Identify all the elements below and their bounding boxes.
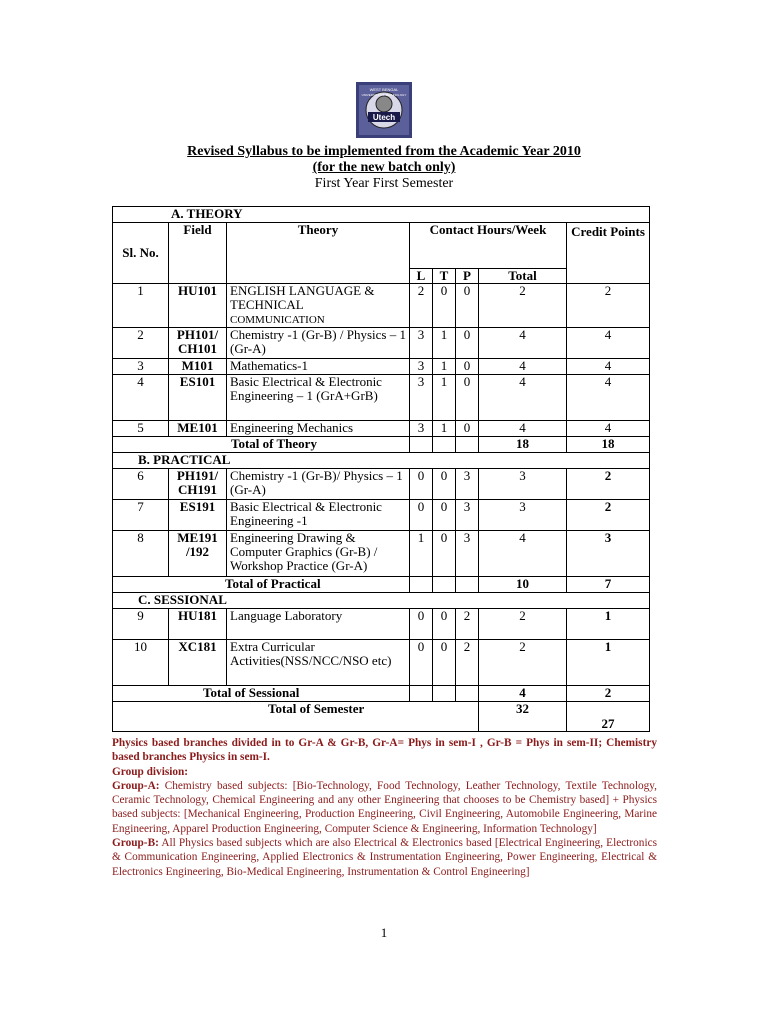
table-row (113, 500, 650, 531)
table-row (113, 375, 650, 421)
sl-cell: 4 (113, 375, 169, 421)
code-cell: HU181 (169, 609, 227, 640)
code-cell: PH191/ CH191 (169, 469, 227, 500)
l-cell: 1 (410, 531, 433, 577)
sl-cell: 5 (113, 421, 169, 437)
theory-total-label: Total of Theory (113, 437, 410, 453)
p-cell: 0 (456, 284, 479, 328)
t-cell: 1 (433, 421, 456, 437)
theory-total-hours: 18 (479, 437, 567, 453)
code-cell: HU101 (169, 284, 227, 328)
notes-section (112, 736, 657, 879)
l-cell: 2 (410, 284, 433, 328)
sessional-heading: C. SESSIONAL (113, 593, 650, 609)
subject-cell (227, 284, 410, 328)
theory-heading: A. THEORY (113, 207, 650, 223)
sl-cell: 8 (113, 531, 169, 577)
l-cell: 3 (410, 421, 433, 437)
credit-cell: 1 (567, 640, 650, 686)
col-t-header: T (433, 269, 456, 284)
subject-cell: Engineering Drawing & Computer Graphics (Gr-B) / Workshop Practice (Gr-A) (227, 531, 410, 577)
document-subtitle: (for the new batch only) (312, 160, 456, 175)
document-title: Revised Syllabus to be implemented from the Academic Year 2010 (187, 144, 581, 159)
subject-cell: Language Laboratory (227, 609, 410, 640)
col-theory-header: Theory (227, 223, 410, 284)
code-cell: M101 (169, 359, 227, 375)
l-cell: 0 (410, 469, 433, 500)
total-cell: 4 (479, 375, 567, 421)
table-row (113, 359, 650, 375)
subject-name: ENGLISH LANGUAGE & TECHNICAL (230, 283, 375, 312)
subject-cell: Basic Electrical & Electronic Engineering – 1 (GrA+GrB) (227, 375, 410, 421)
semester-total-hours: 32 (479, 702, 567, 732)
credit-cell: 4 (567, 421, 650, 437)
code-cell: ES191 (169, 500, 227, 531)
university-logo (356, 82, 412, 138)
sl-cell: 10 (113, 640, 169, 686)
group-a-text: Chemistry based subjects: [Bio-Technology, Food Technology, Leather Technology, Textile Technology, Ceramic Technology, Chemical Engineering and any other Engineering that chooses to be Chemistry based] + Physics based subjects: [Mechanical Engineering, Production Engineering, Civil Engineering, Automobile Engineering, Marine Engineering, Apparel Production Engineering, Computer Science & Engineering, Information Technology] (112, 779, 657, 835)
code-cell: ES101 (169, 375, 227, 421)
col-field-header: Field (169, 223, 227, 284)
t-cell: 0 (433, 640, 456, 686)
sl-cell: 3 (113, 359, 169, 375)
credit-cell: 4 (567, 359, 650, 375)
logo-line1: WEST BENGAL (369, 87, 399, 92)
table-row (113, 328, 650, 359)
group-a-note (112, 779, 657, 836)
p-cell: 2 (456, 609, 479, 640)
group-b-label: Group-B: (112, 837, 159, 850)
credit-cell: 2 (567, 284, 650, 328)
subject-cell: Extra Curricular Activities(NSS/NCC/NSO etc) (227, 640, 410, 686)
semester-total-label: Total of Semester (113, 702, 479, 732)
subject-cell: Chemistry -1 (Gr-B) / Physics – 1 (Gr-A) (227, 328, 410, 359)
total-cell: 2 (479, 640, 567, 686)
p-cell: 0 (456, 359, 479, 375)
subject-cell: Mathematics-1 (227, 359, 410, 375)
semester-total-row (113, 702, 650, 732)
col-total-header: Total (479, 269, 567, 284)
p-cell: 0 (456, 328, 479, 359)
sessional-total-label: Total of Sessional (113, 686, 410, 702)
t-cell: 1 (433, 359, 456, 375)
table-row (113, 640, 650, 686)
total-cell: 3 (479, 469, 567, 500)
total-cell: 4 (479, 531, 567, 577)
credit-cell: 2 (567, 469, 650, 500)
physics-branch-note: Physics based branches divided in to Gr-A & Gr-B, Gr-A= Phys in sem-I , Gr-B = Phys in sem-II; Chemistry based branches Physics in sem-I. (112, 737, 657, 764)
p-cell: 2 (456, 640, 479, 686)
total-cell: 4 (479, 328, 567, 359)
credit-cell: 4 (567, 375, 650, 421)
col-contact-header: Contact Hours/Week (410, 223, 567, 269)
syllabus-table (112, 206, 650, 732)
p-cell: 0 (456, 375, 479, 421)
credit-cell: 1 (567, 609, 650, 640)
logo-line2: UNIVERSITY OF TECHNOLOGY (361, 93, 407, 97)
credit-cell: 2 (567, 500, 650, 531)
subject-cell: Engineering Mechanics (227, 421, 410, 437)
code-cell: XC181 (169, 640, 227, 686)
code-cell: PH101/ CH101 (169, 328, 227, 359)
group-b-note (112, 836, 657, 879)
practical-total-credit: 7 (567, 577, 650, 593)
table-row (113, 469, 650, 500)
col-credit-header: Credit Points (567, 223, 650, 284)
semester-label: First Year First Semester (314, 176, 454, 191)
group-a-label: Group-A: (112, 779, 160, 792)
t-cell: 0 (433, 500, 456, 531)
total-cell: 4 (479, 421, 567, 437)
col-sl-header: Sl. No. (113, 223, 169, 284)
code-cell: ME191 /192 (169, 531, 227, 577)
total-cell: 4 (479, 359, 567, 375)
sl-cell: 2 (113, 328, 169, 359)
t-cell: 1 (433, 375, 456, 421)
sessional-total-credit: 2 (567, 686, 650, 702)
t-cell: 0 (433, 284, 456, 328)
l-cell: 0 (410, 500, 433, 531)
subject-cell: Chemistry -1 (Gr-B)/ Physics – 1 (Gr-A) (227, 469, 410, 500)
l-cell: 0 (410, 609, 433, 640)
logo-name: Utech (372, 113, 396, 122)
p-cell: 0 (456, 421, 479, 437)
page-number: 1 (380, 925, 388, 940)
group-division-heading: Group division: (112, 765, 189, 778)
col-l-header: L (410, 269, 433, 284)
semester-total-credit: 27 (567, 702, 650, 732)
l-cell: 3 (410, 359, 433, 375)
l-cell: 3 (410, 328, 433, 359)
l-cell: 0 (410, 640, 433, 686)
subject-name-cont: COMMUNICATION (230, 314, 325, 326)
t-cell: 0 (433, 531, 456, 577)
practical-total-hours: 10 (479, 577, 567, 593)
sl-cell: 7 (113, 500, 169, 531)
table-row (113, 531, 650, 577)
table-row (113, 609, 650, 640)
practical-heading: B. PRACTICAL (113, 453, 650, 469)
subject-cell: Basic Electrical & Electronic Engineering -1 (227, 500, 410, 531)
t-cell: 1 (433, 328, 456, 359)
group-b-text: All Physics based subjects which are also Electrical & Electronics based [Electrical Engineering, Electronics & Communication Engineering, Applied Electronics & Instrumentation Engineering, Power Engineering, Electrical & Electronics Engineering, Bio-Medical Engineering, Instrumentation & Control Engineering] (112, 837, 657, 878)
theory-total-row (113, 437, 650, 453)
total-cell: 2 (479, 284, 567, 328)
practical-total-row (113, 577, 650, 593)
code-cell: ME101 (169, 421, 227, 437)
sl-cell: 1 (113, 284, 169, 328)
p-cell: 3 (456, 531, 479, 577)
t-cell: 0 (433, 609, 456, 640)
sessional-total-hours: 4 (479, 686, 567, 702)
total-cell: 3 (479, 500, 567, 531)
credit-cell: 3 (567, 531, 650, 577)
sl-cell: 9 (113, 609, 169, 640)
t-cell: 0 (433, 469, 456, 500)
credit-cell: 4 (567, 328, 650, 359)
table-row (113, 421, 650, 437)
practical-total-label: Total of Practical (113, 577, 410, 593)
p-cell: 3 (456, 500, 479, 531)
table-row (113, 284, 650, 328)
sessional-total-row (113, 686, 650, 702)
col-p-header: P (456, 269, 479, 284)
sl-cell: 6 (113, 469, 169, 500)
l-cell: 3 (410, 375, 433, 421)
p-cell: 3 (456, 469, 479, 500)
theory-total-credit: 18 (567, 437, 650, 453)
total-cell: 2 (479, 609, 567, 640)
